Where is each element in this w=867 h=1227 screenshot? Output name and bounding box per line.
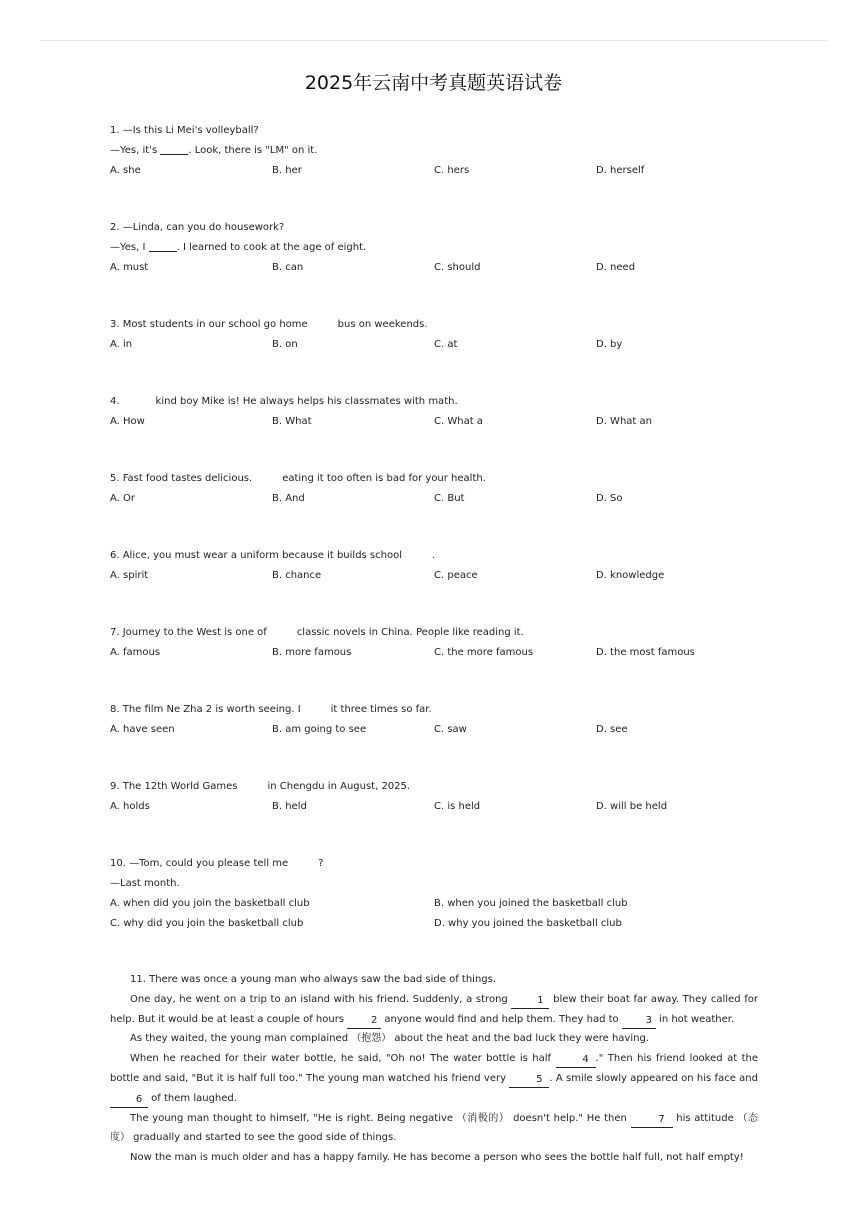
- option-d[interactable]: D. herself: [596, 165, 645, 176]
- gap-1[interactable]: 1: [511, 995, 549, 1009]
- question-4: [110, 392, 770, 432]
- option-c[interactable]: C. the more famous: [434, 647, 534, 658]
- option-d[interactable]: D. knowledge: [596, 570, 665, 581]
- option-b[interactable]: B. can: [272, 262, 304, 273]
- options: [110, 258, 770, 278]
- answer-blank: [149, 239, 177, 252]
- gap-6[interactable]: 6: [110, 1094, 148, 1108]
- question-9: [110, 777, 770, 817]
- options: [110, 161, 770, 181]
- question-3: [110, 315, 770, 355]
- option-d[interactable]: D. What an: [596, 416, 652, 427]
- question-10: [110, 854, 770, 934]
- passage-paragraph: 11. There was once a young man who always saw the bad side of things.: [130, 974, 497, 985]
- option-a[interactable]: A. when did you join the basketball club: [110, 898, 310, 909]
- answer-blank: [160, 142, 188, 155]
- options: [110, 412, 770, 432]
- question-stem: 5. Fast food tastes delicious. eating it too often is bad for your health.: [110, 473, 486, 484]
- option-b[interactable]: B. her: [272, 165, 302, 176]
- passage-paragraph: The young man thought to himself, "He is right. Being negative （消极的） doesn't help." He then 7 his attitude （态度） gradually and started to see the good side of things.: [110, 1112, 758, 1144]
- gap-7[interactable]: 7: [631, 1114, 673, 1128]
- option-a[interactable]: A. she: [110, 165, 141, 176]
- question-6: [110, 546, 770, 586]
- option-d[interactable]: D. need: [596, 262, 636, 273]
- option-b[interactable]: B. What: [272, 416, 312, 427]
- option-c[interactable]: C. peace: [434, 570, 478, 581]
- question-stem: 6. Alice, you must wear a uniform because it builds school .: [110, 550, 436, 561]
- options: [110, 797, 770, 817]
- question-stem: 10. —Tom, could you please tell me ?: [110, 858, 324, 869]
- option-d[interactable]: D. see: [596, 724, 628, 735]
- passage-paragraph: When he reached for their water bottle, he said, "Oh no! The water bottle is half 4 ." Then his friend looked at the bottle and said, "But it is half full too." The young man watched his friend very 5 . A smile slowly appeared on his face and 6 of them laughed.: [110, 1049, 758, 1108]
- option-b[interactable]: B. chance: [272, 570, 322, 581]
- option-c[interactable]: C. hers: [434, 165, 470, 176]
- option-a[interactable]: A. spirit: [110, 570, 149, 581]
- options: [110, 720, 770, 740]
- option-a[interactable]: A. must: [110, 262, 149, 273]
- options: [110, 335, 770, 355]
- question-stem: 3. Most students in our school go home bus on weekends.: [110, 319, 428, 330]
- option-c[interactable]: C. is held: [434, 801, 481, 812]
- option-c[interactable]: C. at: [434, 339, 458, 350]
- question-stem: 9. The 12th World Games in Chengdu in August, 2025.: [110, 781, 411, 792]
- gap-4[interactable]: 4: [556, 1054, 596, 1068]
- option-d[interactable]: D. by: [596, 339, 623, 350]
- question-dialogue: —Yes, I . I learned to cook at the age of eight.: [110, 238, 770, 258]
- option-d[interactable]: D. will be held: [596, 801, 668, 812]
- option-a[interactable]: A. in: [110, 339, 133, 350]
- option-d[interactable]: D. why you joined the basketball club: [434, 918, 622, 929]
- option-a[interactable]: A. famous: [110, 647, 161, 658]
- option-b[interactable]: B. more famous: [272, 647, 352, 658]
- cloze-passage: [110, 970, 758, 1168]
- option-b[interactable]: B. held: [272, 801, 307, 812]
- question-stem: 8. The film Ne Zha 2 is worth seeing. I it three times so far.: [110, 704, 432, 715]
- page-title: 2025年云南中考真题英语试卷: [304, 72, 563, 94]
- question-8: [110, 700, 770, 740]
- gap-3[interactable]: 3: [622, 1015, 656, 1029]
- option-a[interactable]: A. How: [110, 416, 145, 427]
- option-b[interactable]: B. And: [272, 493, 305, 504]
- options-row-2: [110, 914, 770, 934]
- header-divider: [40, 40, 827, 41]
- options: [110, 643, 770, 663]
- question-dialogue: —Yes, it's . Look, there is "LM" on it.: [110, 141, 770, 161]
- option-c[interactable]: C. why did you join the basketball club: [110, 918, 304, 929]
- gap-5[interactable]: 5: [509, 1074, 549, 1088]
- option-c[interactable]: C. What a: [434, 416, 483, 427]
- gap-2[interactable]: 2: [347, 1015, 381, 1029]
- passage-paragraph: Now the man is much older and has a happy family. He has become a person who sees the bottle half full, not half empty!: [130, 1152, 744, 1164]
- question-5: [110, 469, 770, 509]
- passage-paragraph: As they waited, the young man complained （抱怨） about the heat and the bad luck they were having.: [130, 1033, 649, 1045]
- question-reply: —Last month.: [110, 878, 180, 889]
- option-a[interactable]: A. holds: [110, 801, 150, 812]
- passage-paragraph: One day, he went on a trip to an island with his friend. Suddenly, a strong 1 blew their boat far away. They called for help. But it would be at least a couple of hours 2 anyone would find and help them. They had to 3 in hot weather.: [110, 990, 758, 1030]
- question-stem: 7. Journey to the West is one of classic novels in China. People like reading it.: [110, 627, 524, 638]
- question-1: [110, 121, 770, 181]
- options: [110, 566, 770, 586]
- question-7: [110, 623, 770, 663]
- question-2: [110, 218, 770, 278]
- question-stem: 1. —Is this Li Mei's volleyball?: [110, 125, 259, 136]
- question-stem: 4. kind boy Mike is! He always helps his classmates with math.: [110, 396, 458, 407]
- option-c[interactable]: C. But: [434, 493, 465, 504]
- question-stem: 2. —Linda, can you do housework?: [110, 222, 285, 233]
- option-c[interactable]: C. should: [434, 262, 481, 273]
- option-c[interactable]: C. saw: [434, 724, 467, 735]
- option-b[interactable]: B. am going to see: [272, 724, 367, 735]
- option-d[interactable]: D. the most famous: [596, 647, 695, 658]
- option-a[interactable]: A. have seen: [110, 724, 175, 735]
- options: [110, 489, 770, 509]
- option-d[interactable]: D. So: [596, 493, 623, 504]
- option-b[interactable]: B. on: [272, 339, 298, 350]
- options-row-1: [110, 894, 770, 914]
- option-a[interactable]: A. Or: [110, 493, 136, 504]
- option-b[interactable]: B. when you joined the basketball club: [434, 898, 628, 909]
